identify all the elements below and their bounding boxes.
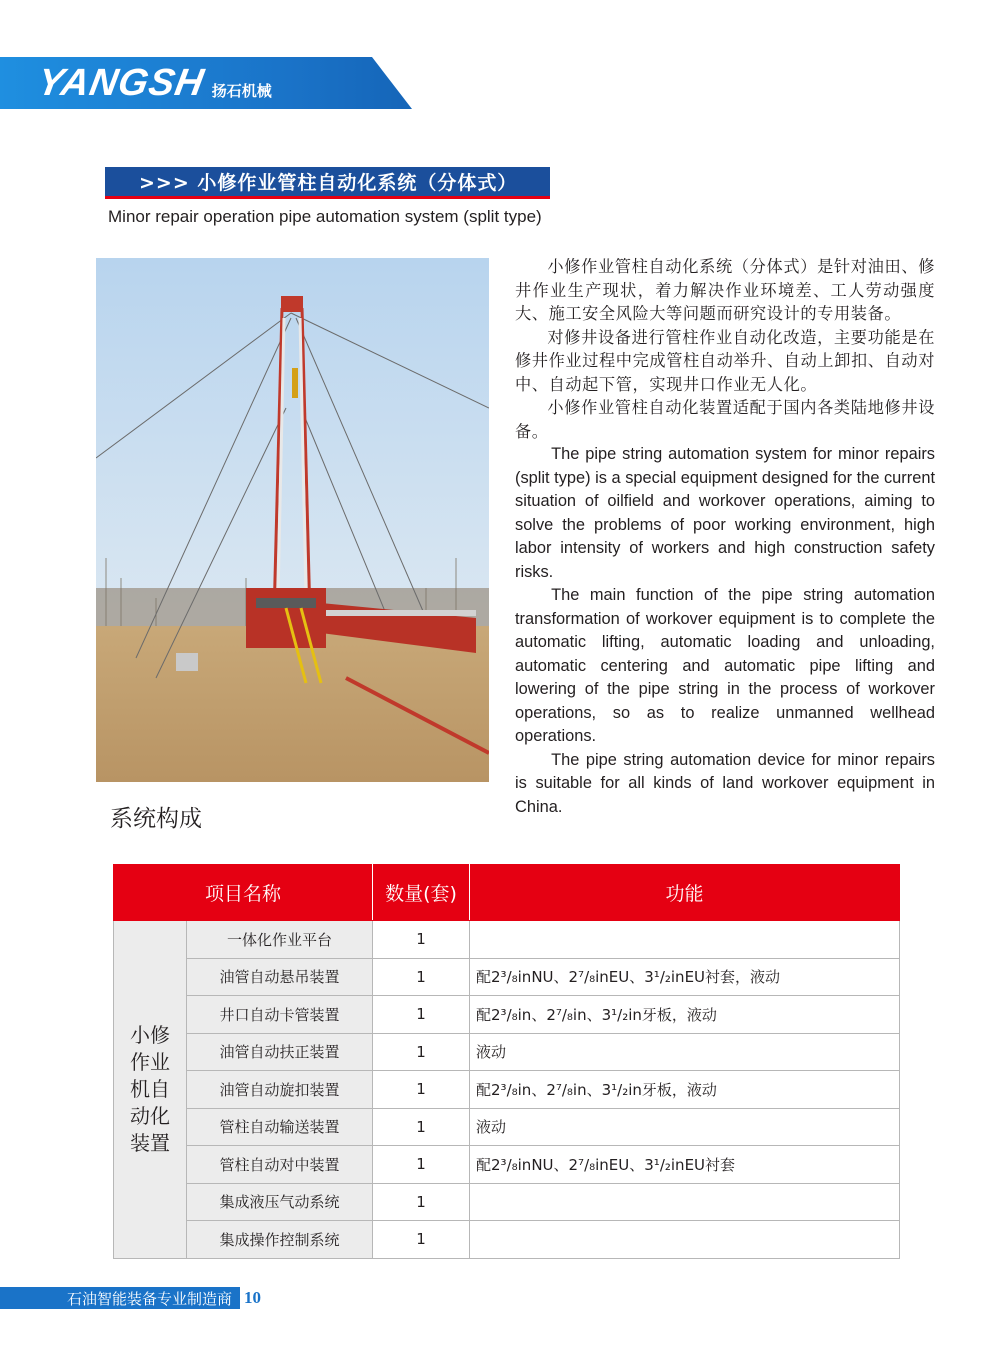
- item-name: 井口自动卡管装置: [187, 996, 373, 1034]
- table-header-row: [114, 865, 900, 921]
- system-components-table: [113, 864, 900, 1259]
- item-qty: 1: [373, 996, 470, 1034]
- cn-paragraph: 对修井设备进行管柱作业自动化改造，主要功能是在修井作业过程中完成管柱自动举升、自动上卸扣、自动对中、自动起下管，实现井口作业无人化。: [515, 327, 935, 394]
- company-logo: [34, 61, 272, 104]
- en-paragraph: The pipe string automation system for minor repairs (split type) is a special equipment designed for the current situation of oilfield and workover operations, aiming to solve the problems of poor working environment, high labor intensity of workers and high construction safety risks.: [515, 445, 936, 581]
- section-subtitle: Minor repair operation pipe automation system (split type): [108, 207, 542, 226]
- item-qty: 1: [373, 1221, 470, 1259]
- item-qty: 1: [373, 1033, 470, 1071]
- item-name: 油管自动悬吊装置: [187, 958, 373, 996]
- item-qty: 1: [373, 958, 470, 996]
- item-name: 油管自动旋扣装置: [187, 1071, 373, 1109]
- item-name: 集成液压气动系统: [187, 1183, 373, 1221]
- workover-rig-photo: [96, 258, 489, 782]
- page-number: 10: [244, 1288, 261, 1307]
- table-row: [114, 1108, 900, 1146]
- item-qty: 1: [373, 921, 470, 959]
- table-row: [114, 1071, 900, 1109]
- group-label: 小修作业机自动化装置: [130, 1022, 170, 1155]
- item-name: 一体化作业平台: [187, 921, 373, 959]
- item-qty: 1: [373, 1183, 470, 1221]
- item-name: 油管自动扶正装置: [187, 1033, 373, 1071]
- item-name: 管柱自动对中装置: [187, 1146, 373, 1184]
- system-composition-heading: 系统构成: [110, 806, 202, 832]
- table-row: [114, 996, 900, 1034]
- header-quantity: 数量(套): [373, 865, 470, 921]
- table-row: [114, 1183, 900, 1221]
- en-paragraph: The pipe string automation device for minor repairs is suitable for all kinds of land workover equipment in China.: [515, 750, 935, 816]
- table-row: [114, 921, 900, 959]
- en-paragraph: The main function of the pipe string automation transformation of workover equipment is to complete the automatic lifting, automatic loading and unloading, automatic centering and automatic pipe lifting and lowering of the pipe string in the process of workover operations, so as to realize unmanned wellhead operations.: [515, 586, 935, 745]
- item-qty: 1: [373, 1108, 470, 1146]
- table-row: [114, 958, 900, 996]
- item-function: 液动: [470, 1033, 900, 1071]
- description-column: [515, 255, 935, 819]
- item-function: 配2³/₈inNU、2⁷/₈inEU、3¹/₂inEU衬套: [470, 1146, 900, 1184]
- item-name: 集成操作控制系统: [187, 1221, 373, 1259]
- section-title: >>> 小修作业管柱自动化系统（分体式）: [105, 167, 550, 199]
- table-row: [114, 1146, 900, 1184]
- item-function: 液动: [470, 1108, 900, 1146]
- item-qty: 1: [373, 1146, 470, 1184]
- logo-wordmark: YANGSH: [34, 61, 208, 104]
- item-function: 配2³/₈in、2⁷/₈in、3¹/₂in牙板，液动: [470, 996, 900, 1034]
- header-item-name: 项目名称: [114, 865, 373, 921]
- item-function: [470, 1221, 900, 1259]
- group-label-cell: [114, 921, 187, 1259]
- logo-chinese-name: 扬石机械: [211, 81, 272, 100]
- item-function: 配2³/₈in、2⁷/₈in、3¹/₂in牙板，液动: [470, 1071, 900, 1109]
- item-function: [470, 921, 900, 959]
- cn-paragraph: 小修作业管柱自动化装置适配于国内各类陆地修井设备。: [515, 398, 935, 441]
- item-function: [470, 1183, 900, 1221]
- item-qty: 1: [373, 1071, 470, 1109]
- footer-slogan-bar: [0, 1287, 240, 1309]
- table-row: [114, 1221, 900, 1259]
- table-row: [114, 1033, 900, 1071]
- footer-slogan: 石油智能装备专业制造商: [66, 1289, 232, 1308]
- item-function: 配2³/₈inNU、2⁷/₈inEU、3¹/₂inEU衬套，液动: [470, 958, 900, 996]
- cn-paragraph: 小修作业管柱自动化系统（分体式）是针对油田、修井作业生产现状，着力解决作业环境差、工人劳动强度大、施工安全风险大等问题而研究设计的专用装备。: [515, 257, 935, 323]
- header-function: 功能: [470, 865, 900, 921]
- item-name: 管柱自动输送装置: [187, 1108, 373, 1146]
